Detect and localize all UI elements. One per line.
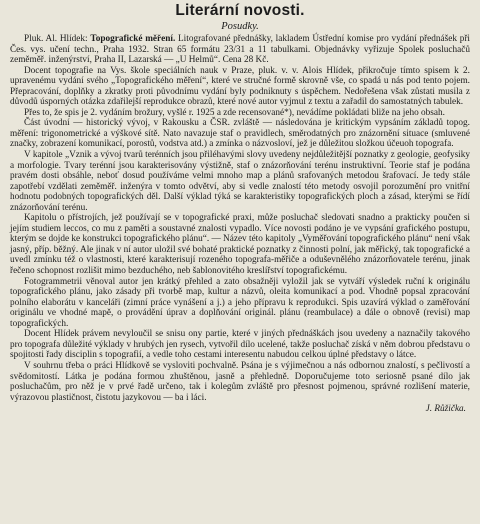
review-paragraph: Docent Hlídek právem nevyloučil se snisu ony partie, které v jiných přednáškách jsou uvedeny a naznačily takového pro topografa důležité výklady v hrubých jen rysech, vytvořil dílo ucelené, takže posluchač získá v něm dobrou představu o spojitosti řady disciplin s topografií, a vedle toho cestami interesentu nabudou celkou úplné představy o látce. <box>10 329 470 361</box>
review-paragraph: Přes to, že spis je 2. vydáním brožury, vyšlé r. 1925 a zde recensované*), nevádíme pokládati bliže na jeho obsah. <box>24 107 445 118</box>
page-title: Literární novosti. <box>175 2 305 19</box>
review-intro-paragraph <box>10 34 470 66</box>
review-intro-text: Litografované přednášky, lakladem Ústřední komise pro vydání přednášek při Čes. vys. učení techn., Praha 1932. Stran 65 formátu 23/31 a 11 tabulkami. Objednávky vyřizuje Spolek posluchačů zeměměř. inženýrství, Praha II, Lazarská — „U Helmů“. Cena 28 Kč. <box>10 34 470 66</box>
review-paragraph: Kapitolu o přístrojích, jež používají se v topografické praxi, může posluchač sledovati snadno a prakticky poučen si jejím studiem leccos, co mu z paměti a soustavné znalosti vypadlo. Více novosti podáno je ve vypsání grafického postupu, kterým se dojde ke konstrukci topografického plánu“. — Název této kapitoly „Vyměřování topografického plánu“ není však jasný, příp. běžný. Ale jinak v ní autor uložil své bohaté praktické poznatky z činnosti polní, jak měřický, tak topografické a uvedl zmínku též o vlastnosti, které karakterisují rozeného topografa-měřiče a oduševnělého znázorňovatele terénu, jinak řečeno schopnost rozlišit mimo bezduchého, neb šablonovitého kreslířství topografickému. <box>10 213 470 277</box>
reviewer-signature: J. Růžička. <box>425 404 466 415</box>
section-subtitle: Posudky. <box>221 21 259 32</box>
review-paragraph: V souhrnu třeba o práci Hlídkově se vysloviti pochvalně. Psána je s výjimečnou a nás odbornou znalostí, s pečlivostí a svědomitostí. Látka je podána formou zhuštěnou, jasně a přehledně. Doporučujeme toto seriosně psané dílo jak posluchačům, pro něž je v prvé řadě určeno, tak i kolegům zvláště pro přesnost pojmenou, správné rozlišení materie, výrazovou plastičnost, čistotu jazykovou — ba i láci. <box>10 360 470 403</box>
review-paragraph: Docent topografie na Vys. škole speciálních nauk v Praze, pluk. v. v. Alois Hlídek, přikročuje tímto spisem k 2. upravenému vydání svého „Topografického měření“, které ve stručné formě skrovně vše, co spadá u nás pod tento pojem. Přepracování, doplňky a zkratky proti původnímu vydání byly podniknuty s úspěchem. Nedořešena však zůstati musila z důvodů úsporných otázka zdařilejší reprodukce obrazů, které nové autor vyjmul z textu a zařadil do samostatných tabulek. <box>10 65 470 108</box>
review-author: Pluk. Al. Hlídek: <box>24 34 88 44</box>
review-paragraph: V kapitole „Vznik a vývoj tvarů terénních jsou přiléhavými slovy uvedeny nejdůležitější poznatky z geologie, geofysiky a morfologie. Tvary terénní jsou karakterisovány výstižně, staf o znázorňování terénu instruktivní. Teorie staf je podána pravém dosti obsáhle, neboť dosud používáme velmi mnoho map a plánů srafovaných metodou šrafovací. Je tedy stále zapotřebí vzdělati zeměměř. inženýra v tomto odvětví, aby si vedle znalostí této metody osvojil porozumění pro vnitřní hodnotu podobných topografických děl. Další výklad týká se karakteristiky topografických ploch a zásad, kterými se řídí znázorňování terénu. <box>10 150 470 213</box>
review-book-title: Topografické měření. <box>90 34 176 44</box>
review-paragraph: Část úvodní — historický vývoj, v Rakousku a ČSR. zvláště — následována je kritickým vypsáním základů topog. měření: trigonometrické a výškové sítě. Nato navazuje staf o pravidlech, směrodatných pro znázornění situace (smluvené značky, zobrazení komunikací, porostů, vodstva atd.) a zmínka o názvosloví, jež je důležitou složkou účeuoh topografa. <box>10 118 470 150</box>
review-paragraph: Fotogrammetrii věnoval autor jen krátký přehled a zato obsažněji vyložil jak se vytváří výsledek ruční k originálu topografického plánu, jako zásady při tvorbě map, kultur a názvů, oleita komunikací a pod. Vhodně popsal zpracování polního elaborátu v kanceláři (zimní práce vynášení a j.) a jeho přípravu k reprodukci. Spis uzavírá výklad o zaměřování originálu ve vhodné mapě, o provádění úprav a doplňování originál. plánu (reambulace) a dále o obnově (revisi) map topografických. <box>10 276 470 329</box>
